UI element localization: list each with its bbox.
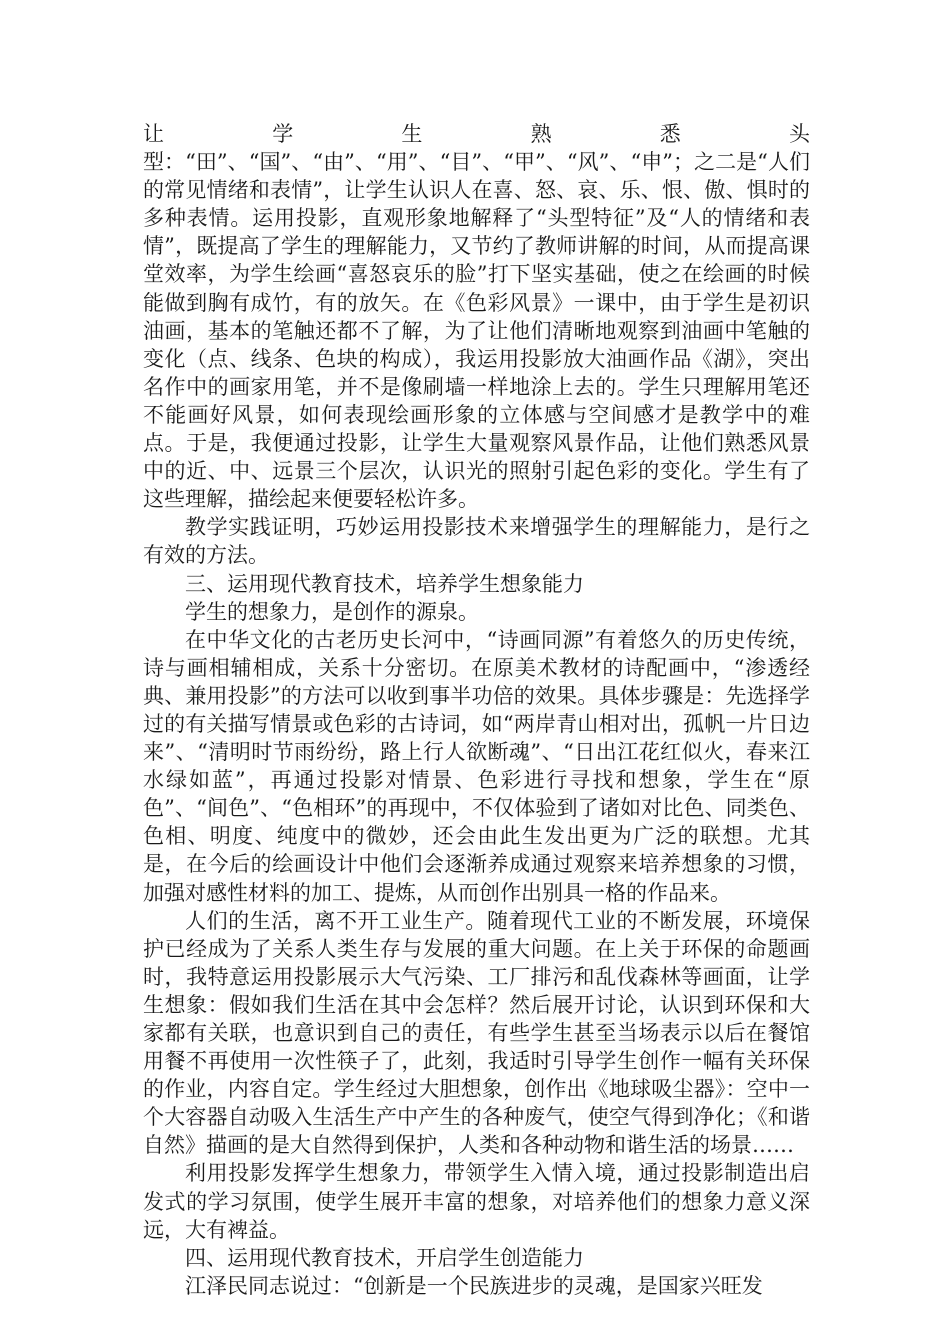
paragraph-9: 江泽民同志说过：“创新是一个民族进步的灵魂，是国家兴旺发	[185, 1273, 763, 1298]
section-heading-3: 三、运用现代教育技术，培养学生想象能力	[185, 571, 584, 596]
section-heading-4: 四、运用现代教育技术，开启学生创造能力	[185, 1245, 584, 1270]
paragraph-4: 学生的想象力，是创作的源泉。	[185, 599, 479, 624]
paragraph-6: 人们的生活，离不开工业生产。随着现代工业的不断发展，环境保护已经成为了关系人类生存与发展的重大问题。在上关于环保的命题画时，我特意运用投影展示大气污染、工厂排污和乱伐森林等画面，让学生想象：假如我们生活在其中会怎样？然后展开讨论，认识到环保和大家都有关联，也意识到自己的责任，有些学生甚至当场表示以后在餐馆用餐不再使用一次性筷子了，此刻，我适时引导学生创作一幅有关环保的作业，内容自定。学生经过大胆想象，创作出《地球吸尘器》：空中一个大容器自动吸入生活生产中产生的各种废气，使空气得到净化；《和谐自然》描画的是大自然得到保护，人类和各种动物和谐生活的场景……	[143, 908, 810, 1158]
document-body	[143, 120, 810, 1300]
paragraph-1: 让学生熟悉头型：“田”、“国”、“由”、“用”、“目”、“甲”、“风”、“申”；之二是“人们的常见情绪和表情”，让学生认识人在喜、怒、哀、乐、恨、傲、惧时的多种表情。运用投影，直观形象地解释了“头型特征”及“人的情绪和表情”，既提高了学生的理解能力，又节约了教师讲解的时间，从而提高课堂效率，为学生绘画“喜怒哀乐的脸”打下坚实基础，使之在绘画的时候能做到胸有成竹，有的放矢。在《色彩风景》一课中，由于学生是初识油画，基本的笔触还都不了解，为了让他们清晰地观察到油画中笔触的变化（点、线条、色块的构成），我运用投影放大油画作品《湖》，突出名作中的画家用笔，并不是像刷墙一样地涂上去的。学生只理解用笔还不能画好风景，如何表现绘画形象的立体感与空间感才是教学中的难点。于是，我便通过投影，让学生大量观察风景作品，让他们熟悉风景中的近、中、远景三个层次，认识光的照射引起色彩的变化。学生有了这些理解，描绘起来便要轻松许多。	[143, 122, 810, 512]
paragraph-2: 教学实践证明，巧妙运用投影技术来增强学生的理解能力，是行之有效的方法。	[143, 515, 810, 568]
paragraph-7: 利用投影发挥学生想象力，带领学生入情入境，通过投影制造出启发式的学习氛围，使学生展开丰富的想象，对培养他们的想象力意义深远，大有裨益。	[143, 1161, 810, 1242]
paragraph-5: 在中华文化的古老历史长河中，“诗画同源”有着悠久的历史传统，诗与画相辅相成，关系十分密切。在原美术教材的诗配画中，“渗透经典、兼用投影”的方法可以收到事半功倍的效果。具体步骤是：先选择学过的有关描写情景或色彩的古诗词，如“两岸青山相对出，孤帆一片日边来”、“清明时节雨纷纷，路上行人欲断魂”、“日出江花红似火，春来江水绿如蓝”，再通过投影对情景、色彩进行寻找和想象，学生在“原色”、“间色”、“色相环”的再现中，不仅体验到了诸如对比色、同类色、色相、明度、纯度中的微妙，还会由此生发出更为广泛的联想。尤其是，在今后的绘画设计中他们会逐渐养成通过观察来培养想象的习惯，加强对感性材料的加工、提炼，从而创作出别具一格的作品来。	[143, 627, 810, 905]
